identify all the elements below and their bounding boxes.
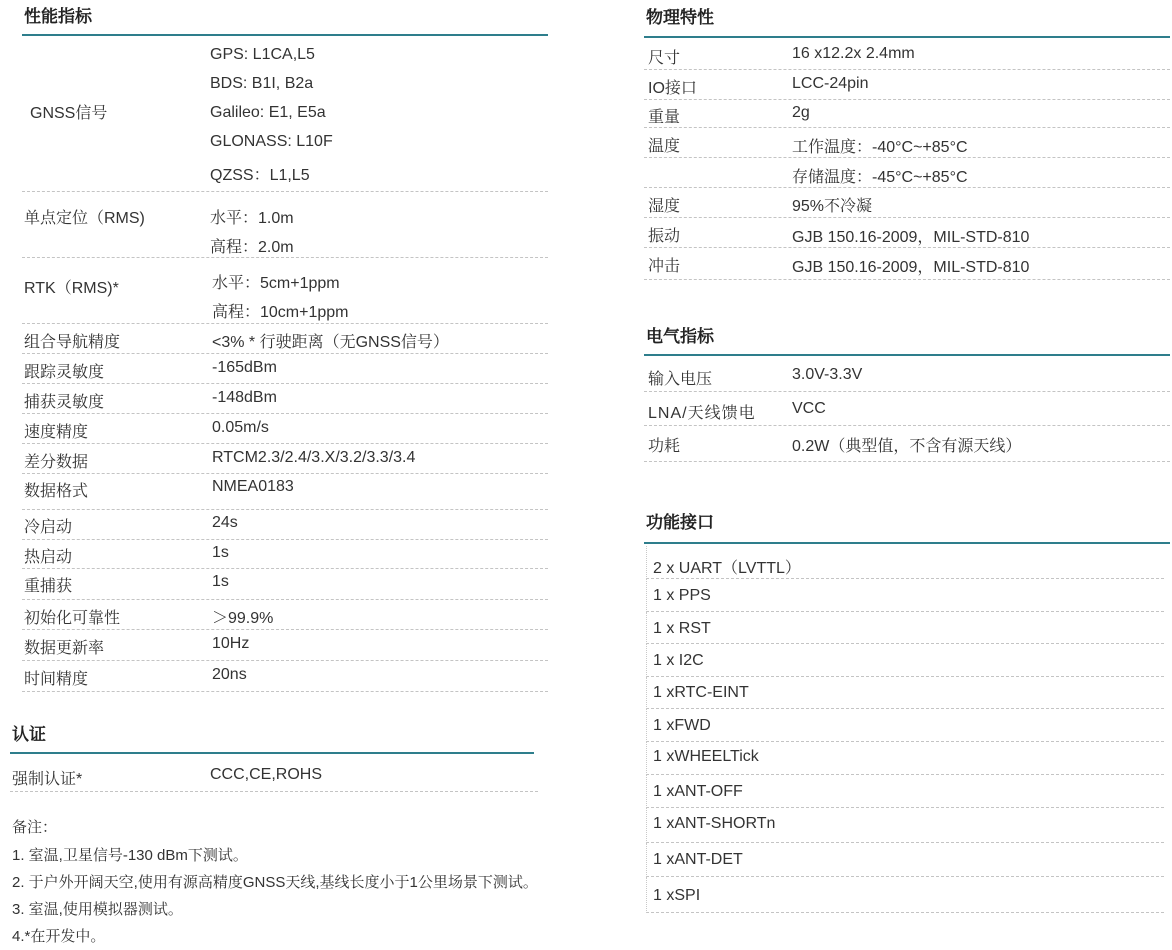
physical-humidity-row: [644, 188, 1170, 218]
physical-weight-row: [644, 100, 1170, 128]
performance-row-value: RTCM2.3/2.4/3.X/3.2/3.3/3.4: [212, 449, 416, 466]
physical-weight-label: 重量: [648, 109, 681, 126]
performance-row-value: 1s: [212, 573, 229, 590]
note-item: 1. 室温,卫星信号-130 dBm下测试。: [12, 847, 248, 864]
performance-row-value: -148dBm: [212, 389, 277, 406]
interface-item: [646, 843, 1164, 877]
certification-label: 强制认证*: [12, 771, 83, 788]
physical-vibration-value: GJB 150.16-2009，MIL-STD-810: [792, 229, 1030, 246]
performance-row-label: 速度精度: [24, 424, 89, 441]
physical-vibration-row: [644, 218, 1170, 248]
performance-row: [22, 444, 548, 474]
interface-item: [646, 612, 1164, 644]
physical-humidity-label: 湿度: [648, 198, 681, 215]
certification-title: 认证: [10, 722, 534, 754]
physical-io-label: IO接口: [648, 80, 697, 97]
interface-item: [646, 579, 1164, 612]
performance-row: [22, 661, 548, 692]
physical-temperature-value-2: 存储温度：-45°C~+85°C: [792, 169, 968, 186]
electrical-row-value: VCC: [792, 400, 826, 417]
performance-row: [22, 384, 548, 414]
performance-row: [22, 600, 548, 630]
performance-row-label: 初始化可靠性: [24, 610, 121, 627]
interface-item: [646, 709, 1164, 742]
certification-row: [10, 760, 538, 792]
gnss-value-4: GLONASS: L10F: [210, 133, 333, 150]
performance-row-label: 时间精度: [24, 671, 89, 688]
note-item: 2. 于户外开阔天空,使用有源高精度GNSS天线,基线长度小于1公里场景下测试。: [12, 874, 538, 891]
performance-row-label: 重捕获: [24, 578, 73, 595]
performance-row: [22, 414, 548, 444]
performance-row-value: -165dBm: [212, 359, 277, 376]
physical-temperature-label: 温度: [648, 138, 681, 155]
physical-io-row: [644, 70, 1170, 100]
physical-io-value: LCC-24pin: [792, 75, 869, 92]
interface-item-label: 1 xANT-SHORTn: [653, 815, 776, 832]
physical-shock-value: GJB 150.16-2009，MIL-STD-810: [792, 259, 1030, 276]
electrical-row-value: 0.2W（典型值，不含有源天线）: [792, 438, 1022, 455]
electrical-title: 电气指标: [644, 324, 1170, 356]
electrical-row-label: 输入电压: [648, 371, 713, 388]
certification-value: CCC,CE,ROHS: [210, 766, 323, 783]
electrical-row-label: 功耗: [648, 438, 681, 455]
performance-row: [22, 324, 548, 354]
interface-item-label: 1 xANT-DET: [653, 851, 743, 868]
physical-temperature-row-2: [644, 158, 1170, 188]
physical-shock-row: [644, 248, 1170, 280]
interface-item-label: 1 xFWD: [653, 717, 711, 734]
performance-row: [22, 630, 548, 661]
physical-shock-label: 冲击: [648, 258, 681, 275]
physical-weight-value: 2g: [792, 104, 810, 121]
electrical-row: [644, 358, 1170, 392]
rtk-value-1: 水平：5cm+1ppm: [212, 275, 340, 292]
physical-temperature-row: [644, 128, 1170, 158]
performance-row-value: ＞99.9%: [212, 610, 274, 627]
performance-row-value: <3% * 行驶距离（无GNSS信号）: [212, 334, 449, 351]
performance-row-label: 冷启动: [24, 519, 73, 536]
performance-row-value: 1s: [212, 544, 229, 561]
performance-row: [22, 540, 548, 569]
rtk-label: RTK（RMS)*: [24, 280, 119, 297]
gnss-label: GNSS信号: [30, 105, 108, 122]
interfaces-title: 功能接口: [644, 508, 1170, 544]
interface-item-label: 1 xWHEELTick: [653, 748, 759, 765]
single-point-row: [22, 192, 548, 258]
rtk-row: [22, 258, 548, 324]
interface-item-label: 2 x UART（LVTTL）: [653, 560, 801, 577]
physical-size-label: 尺寸: [648, 50, 681, 67]
gnss-value-3: Galileo: E1, E5a: [210, 104, 326, 121]
single-point-label: 单点定位（RMS): [24, 210, 145, 227]
performance-title: 性能指标: [22, 4, 548, 36]
notes-title: 备注：: [12, 819, 58, 836]
gnss-row: [22, 36, 548, 192]
physical-humidity-value: 95%不冷凝: [792, 198, 873, 215]
rtk-value-2: 高程：10cm+1ppm: [212, 304, 349, 321]
interface-item: [646, 877, 1164, 913]
interface-item: [646, 775, 1164, 808]
electrical-row-label: LNA/天线馈电: [648, 405, 756, 422]
performance-row: [22, 474, 548, 510]
performance-row: [22, 569, 548, 600]
gnss-value-2: BDS: B1I, B2a: [210, 75, 314, 92]
performance-row-label: 数据格式: [24, 483, 89, 500]
interface-item-label: 1 x I2C: [653, 652, 704, 669]
performance-row-value: 10Hz: [212, 635, 250, 652]
interface-item: [646, 742, 1164, 775]
electrical-row: [644, 426, 1170, 462]
performance-row: [22, 354, 548, 384]
electrical-row-value: 3.0V-3.3V: [792, 366, 863, 383]
performance-row-label: 数据更新率: [24, 640, 105, 657]
interface-item: [646, 808, 1164, 843]
note-item: 3. 室温,使用模拟器测试。: [12, 901, 183, 918]
performance-row-label: 捕获灵敏度: [24, 394, 105, 411]
performance-row-value: NMEA0183: [212, 478, 294, 495]
performance-row-label: 跟踪灵敏度: [24, 364, 105, 381]
interface-item-label: 1 xRTC-EINT: [653, 684, 749, 701]
interface-item-label: 1 xANT-OFF: [653, 783, 743, 800]
performance-row: [22, 510, 548, 540]
single-point-value-1: 水平：1.0m: [210, 210, 294, 227]
physical-vibration-label: 振动: [648, 228, 681, 245]
performance-row-label: 热启动: [24, 549, 73, 566]
performance-row-label: 组合导航精度: [24, 334, 121, 351]
performance-row-value: 0.05m/s: [212, 419, 269, 436]
performance-row-value: 20ns: [212, 666, 247, 683]
interface-item-label: 1 x PPS: [653, 587, 711, 604]
interface-item: [646, 644, 1164, 677]
interface-item: [646, 677, 1164, 709]
gnss-value-5: QZSS：L1,L5: [210, 167, 310, 184]
performance-row-value: 24s: [212, 514, 238, 531]
physical-title: 物理特性: [644, 4, 1170, 38]
physical-temperature-value-1: 工作温度：-40°C~+85°C: [792, 139, 968, 156]
note-item: 4.*在开发中。: [12, 928, 106, 945]
physical-size-row: [644, 40, 1170, 70]
electrical-row: [644, 392, 1170, 426]
gnss-value-1: GPS: L1CA,L5: [210, 46, 315, 63]
interface-item: [646, 546, 1164, 579]
interface-item-label: 1 x RST: [653, 620, 711, 637]
physical-size-value: 16 x12.2x 2.4mm: [792, 45, 915, 62]
performance-row-label: 差分数据: [24, 454, 89, 471]
interface-item-label: 1 xSPI: [653, 887, 701, 904]
single-point-value-2: 高程：2.0m: [210, 239, 294, 256]
